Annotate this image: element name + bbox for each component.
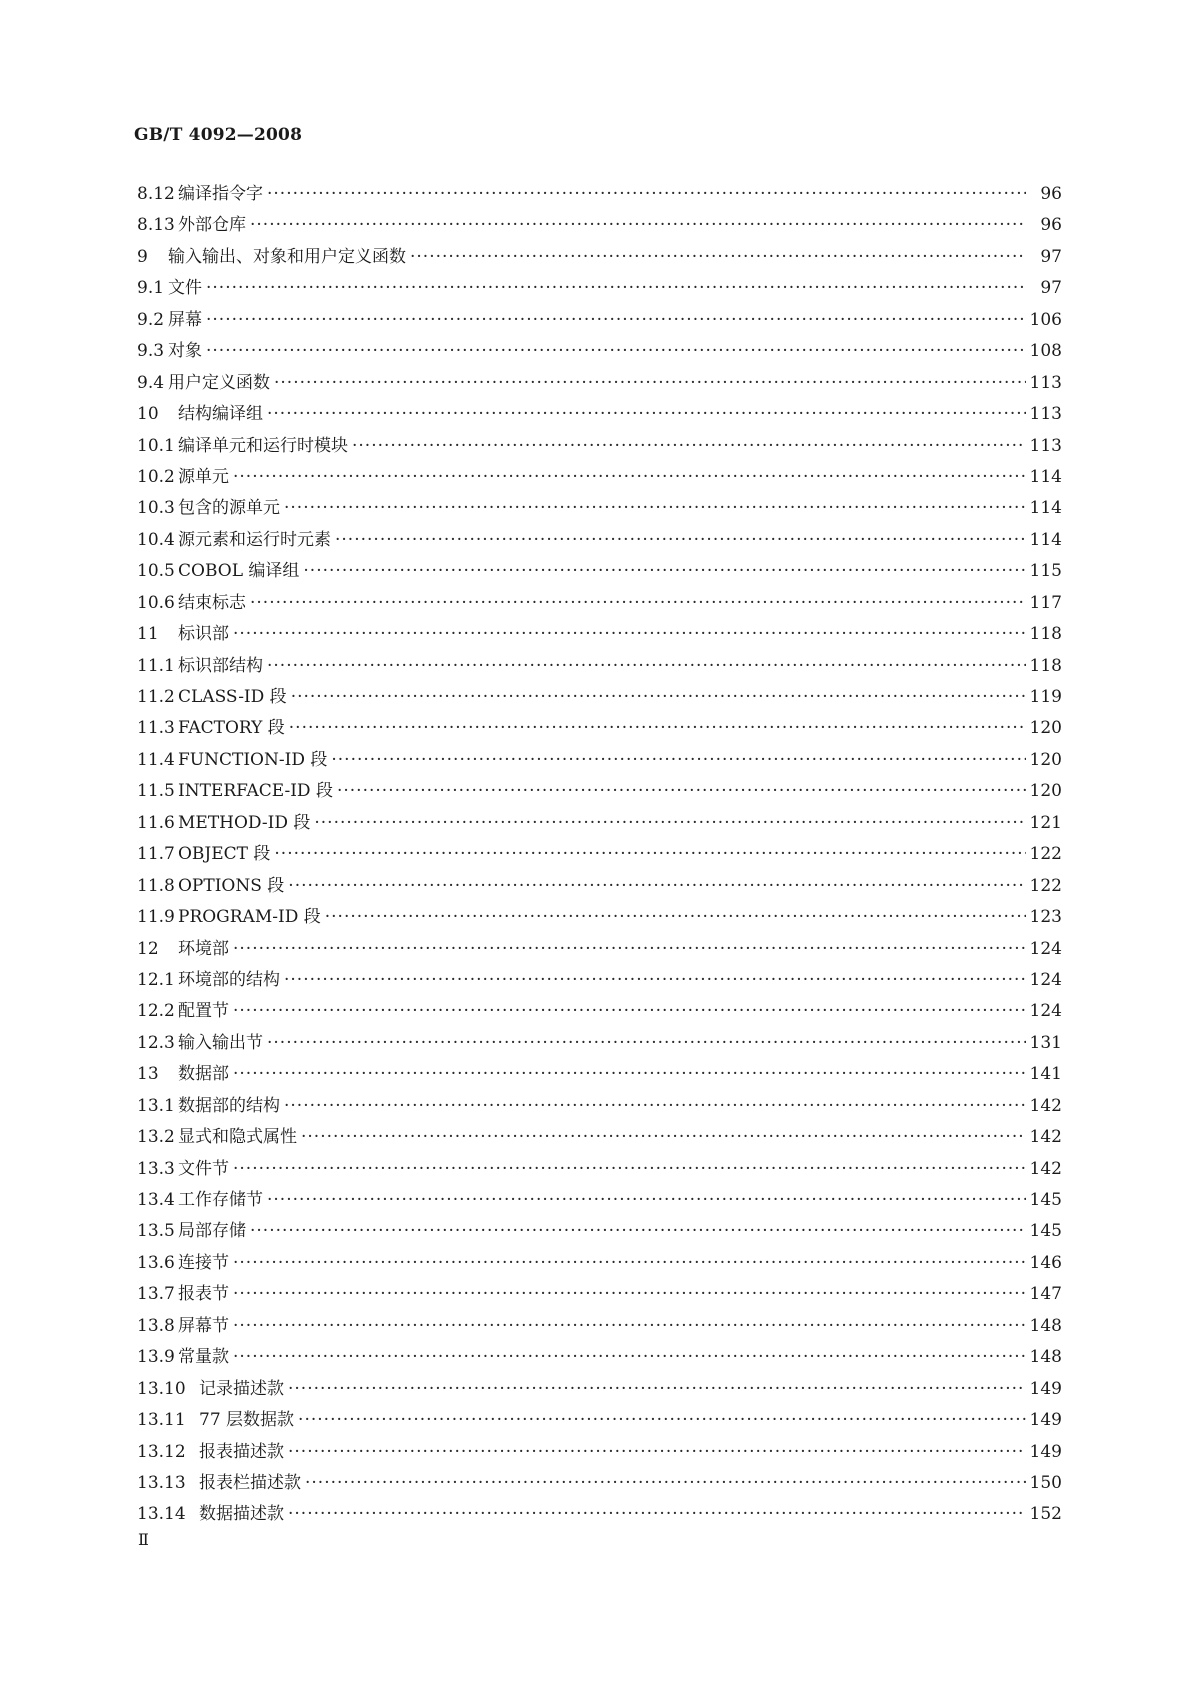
- toc-entry-page: 113: [1029, 372, 1062, 393]
- toc-entry[interactable]: [137, 965, 1062, 996]
- toc-entry-number: 12.3: [137, 1032, 175, 1053]
- toc-dot-leader: [267, 399, 1026, 430]
- toc-entry[interactable]: [137, 808, 1062, 839]
- toc-entry[interactable]: [137, 1342, 1062, 1373]
- standard-code-header: GB/T 4092—2008: [134, 125, 303, 145]
- toc-entry[interactable]: [137, 1185, 1062, 1216]
- toc-entry-title: 屏幕: [168, 309, 202, 330]
- toc-entry-title: 数据部: [178, 1064, 229, 1085]
- toc-entry-page: 149: [1029, 1441, 1062, 1462]
- toc-entry-number: 8.12: [137, 184, 175, 204]
- toc-entry-number: 13.11: [137, 1410, 186, 1431]
- toc-dot-leader: [331, 745, 1025, 776]
- toc-entry-title: 77 层数据款: [199, 1410, 295, 1431]
- toc-entry-page: 106: [1029, 309, 1062, 330]
- toc-entry-title: COBOL 编译组: [178, 561, 300, 582]
- toc-entry-page: 141: [1029, 1064, 1062, 1085]
- toc-dot-leader: [206, 336, 1026, 367]
- toc-entry-page: 124: [1029, 1001, 1062, 1022]
- toc-entry-number: 13.13: [137, 1472, 186, 1493]
- toc-entry-page: 148: [1029, 1315, 1062, 1336]
- toc-entry-page: 120: [1029, 781, 1062, 802]
- toc-entry[interactable]: [137, 493, 1062, 524]
- toc-entry-page: 152: [1029, 1504, 1062, 1525]
- toc-entry-title: 用户定义函数: [168, 372, 270, 393]
- toc-entry[interactable]: [137, 619, 1062, 650]
- toc-entry-title: 屏幕节: [178, 1315, 229, 1336]
- toc-entry-number: 11: [137, 624, 159, 645]
- toc-entry[interactable]: [137, 1091, 1062, 1122]
- toc-entry[interactable]: [137, 242, 1062, 273]
- toc-entry-title: 标识部结构: [178, 655, 263, 676]
- toc-entry-title: 输入输出节: [178, 1032, 263, 1053]
- toc-entry-page: 96: [1040, 215, 1062, 236]
- toc-entry-title: 配置节: [178, 1001, 229, 1022]
- toc-entry-number: 10.2: [137, 466, 175, 487]
- toc-entry-number: 13.4: [137, 1190, 175, 1210]
- toc-entry-number: 9: [137, 246, 148, 267]
- toc-dot-leader: [206, 305, 1026, 336]
- toc-entry-title: 报表栏描述款: [199, 1472, 301, 1493]
- toc-entry-title: 源单元: [178, 466, 229, 487]
- toc-entry-title: FACTORY 段: [178, 718, 285, 739]
- toc-entry[interactable]: [137, 1374, 1062, 1405]
- toc-entry-number: 13.10: [137, 1378, 186, 1399]
- toc-entry[interactable]: [137, 1468, 1062, 1499]
- toc-entry-title: CLASS-ID 段: [178, 687, 287, 707]
- toc-entry-title: 编译单元和运行时模块: [178, 435, 348, 456]
- toc-entry[interactable]: [137, 305, 1062, 336]
- toc-dot-leader: [288, 1374, 1026, 1405]
- toc-entry-number: 11.6: [137, 812, 175, 833]
- toc-entry-title: 连接节: [178, 1252, 229, 1273]
- toc-entry-number: 10.3: [137, 498, 175, 519]
- toc-entry-number: 13: [137, 1064, 159, 1085]
- toc-entry[interactable]: [137, 1028, 1062, 1059]
- toc-entry-page: 146: [1029, 1252, 1062, 1273]
- toc-entry-page: 97: [1040, 246, 1062, 267]
- toc-entry-title: 包含的源单元: [178, 498, 280, 519]
- toc-dot-leader: [284, 493, 1026, 524]
- toc-entry-number: 11.2: [137, 687, 175, 707]
- table-of-contents: [137, 179, 1062, 1531]
- toc-dot-leader: [233, 1279, 1026, 1310]
- toc-entry-page: 122: [1029, 875, 1062, 896]
- toc-entry-number: 13.5: [137, 1221, 175, 1242]
- toc-entry[interactable]: [137, 776, 1062, 807]
- toc-entry-page: 96: [1040, 184, 1062, 204]
- toc-dot-leader: [267, 651, 1026, 682]
- toc-entry-title: 环境部的结构: [178, 969, 280, 990]
- toc-entry-title: 标识部: [178, 624, 229, 645]
- toc-entry-title: 环境部: [178, 938, 229, 959]
- toc-entry[interactable]: [137, 1059, 1062, 1090]
- toc-entry[interactable]: [137, 1405, 1062, 1436]
- toc-entry[interactable]: [137, 179, 1062, 210]
- toc-dot-leader: [233, 1248, 1026, 1279]
- toc-entry-page: 124: [1029, 938, 1062, 959]
- toc-dot-leader: [298, 1405, 1026, 1436]
- toc-entry-title: 结构编译组: [178, 404, 263, 425]
- toc-dot-leader: [250, 588, 1026, 619]
- toc-entry-number: 10: [137, 404, 159, 425]
- toc-entry-number: 11.3: [137, 718, 175, 739]
- toc-entry-page: 145: [1029, 1190, 1062, 1210]
- toc-dot-leader: [301, 1122, 1026, 1153]
- toc-entry[interactable]: [137, 1216, 1062, 1247]
- toc-entry-title: 源元素和运行时元素: [178, 529, 331, 550]
- toc-entry-page: 148: [1029, 1347, 1062, 1368]
- toc-entry-title: METHOD-ID 段: [178, 812, 311, 833]
- toc-dot-leader: [288, 871, 1025, 902]
- toc-entry[interactable]: [137, 368, 1062, 399]
- toc-entry-number: 13.6: [137, 1252, 175, 1273]
- toc-entry[interactable]: [137, 210, 1062, 241]
- toc-entry-number: 11.9: [137, 907, 175, 928]
- toc-entry-number: 13.2: [137, 1127, 175, 1148]
- toc-dot-leader: [267, 1028, 1026, 1059]
- toc-entry-page: 115: [1029, 561, 1062, 582]
- toc-dot-leader: [274, 368, 1026, 399]
- toc-entry-number: 13.12: [137, 1441, 186, 1462]
- toc-entry-title: 编译指令字: [178, 184, 263, 204]
- toc-entry[interactable]: [137, 462, 1062, 493]
- toc-dot-leader: [410, 242, 1026, 273]
- toc-entry-title: 文件: [168, 278, 202, 299]
- toc-entry-title: 外部仓库: [178, 215, 246, 236]
- toc-entry-number: 13.8: [137, 1315, 175, 1336]
- toc-entry-number: 12: [137, 938, 159, 959]
- toc-entry[interactable]: [137, 871, 1062, 902]
- toc-entry[interactable]: [137, 336, 1062, 367]
- toc-entry-number: 13.14: [137, 1504, 186, 1525]
- toc-dot-leader: [206, 273, 1026, 304]
- toc-dot-leader: [267, 179, 1026, 210]
- toc-dot-leader: [233, 1154, 1026, 1185]
- toc-entry[interactable]: [137, 1437, 1062, 1468]
- toc-entry-title: 对象: [168, 341, 202, 362]
- toc-entry[interactable]: [137, 1279, 1062, 1310]
- toc-entry-page: 114: [1029, 529, 1062, 550]
- toc-entry-number: 9.1: [137, 278, 165, 299]
- toc-entry-title: FUNCTION-ID 段: [178, 749, 328, 770]
- toc-dot-leader: [250, 1216, 1026, 1247]
- toc-entry-number: 9.2: [137, 309, 165, 330]
- toc-entry[interactable]: [137, 556, 1062, 587]
- toc-entry[interactable]: [137, 1499, 1062, 1530]
- toc-dot-leader: [233, 619, 1026, 650]
- toc-entry-page: 114: [1029, 498, 1062, 519]
- toc-entry-number: 10.1: [137, 435, 175, 456]
- toc-entry-page: 122: [1029, 844, 1062, 865]
- toc-entry[interactable]: [137, 588, 1062, 619]
- toc-entry-page: 123: [1029, 907, 1062, 928]
- toc-entry[interactable]: [137, 399, 1062, 430]
- toc-entry-page: 108: [1029, 341, 1062, 362]
- toc-entry-number: 12.1: [137, 969, 175, 990]
- toc-entry-page: 114: [1029, 466, 1062, 487]
- toc-entry-title: 结束标志: [178, 592, 246, 613]
- toc-entry[interactable]: [137, 273, 1062, 304]
- toc-entry-page: 149: [1029, 1378, 1062, 1399]
- toc-entry-page: 150: [1029, 1472, 1062, 1493]
- toc-entry-number: 11.8: [137, 875, 175, 896]
- toc-entry-number: 9.4: [137, 372, 165, 393]
- toc-entry-page: 119: [1029, 687, 1062, 707]
- toc-entry[interactable]: [137, 682, 1062, 713]
- toc-entry-number: 11.4: [137, 749, 175, 770]
- toc-entry-page: 113: [1029, 404, 1062, 425]
- toc-entry-page: 120: [1029, 749, 1062, 770]
- toc-entry-number: 9.3: [137, 341, 165, 362]
- toc-entry-title: 报表描述款: [199, 1441, 284, 1462]
- toc-entry[interactable]: [137, 1248, 1062, 1279]
- toc-entry-page: 121: [1029, 812, 1062, 833]
- toc-entry[interactable]: [137, 996, 1062, 1027]
- toc-entry-page: 147: [1029, 1284, 1062, 1305]
- toc-entry-page: 124: [1029, 969, 1062, 990]
- toc-dot-leader: [233, 1342, 1026, 1373]
- toc-entry-title: 输入输出、对象和用户定义函数: [168, 246, 406, 267]
- toc-entry-title: 常量款: [178, 1347, 229, 1368]
- toc-entry-page: 145: [1029, 1221, 1062, 1242]
- toc-entry[interactable]: [137, 651, 1062, 682]
- toc-entry-number: 8.13: [137, 215, 175, 236]
- toc-entry-page: 117: [1029, 592, 1062, 613]
- toc-entry-number: 13.9: [137, 1347, 175, 1368]
- toc-dot-leader: [288, 1437, 1026, 1468]
- toc-dot-leader: [284, 1091, 1026, 1122]
- toc-dot-leader: [233, 934, 1026, 965]
- toc-entry-page: 120: [1029, 718, 1062, 739]
- toc-entry-page: 113: [1029, 435, 1062, 456]
- toc-entry-page: 142: [1029, 1127, 1062, 1148]
- toc-entry[interactable]: [137, 1122, 1062, 1153]
- toc-entry-page: 97: [1040, 278, 1062, 299]
- toc-dot-leader: [288, 1499, 1026, 1530]
- toc-dot-leader: [233, 1311, 1026, 1342]
- toc-entry-number: 10.4: [137, 529, 175, 550]
- toc-entry-page: 118: [1029, 624, 1062, 645]
- toc-entry[interactable]: [137, 431, 1062, 462]
- toc-entry-number: 13.7: [137, 1284, 175, 1305]
- toc-dot-leader: [325, 902, 1026, 933]
- toc-dot-leader: [284, 965, 1026, 996]
- toc-entry[interactable]: [137, 839, 1062, 870]
- toc-entry[interactable]: [137, 745, 1062, 776]
- toc-dot-leader: [352, 431, 1026, 462]
- toc-entry-title: 数据部的结构: [178, 1095, 280, 1116]
- toc-dot-leader: [291, 682, 1026, 713]
- toc-entry[interactable]: [137, 525, 1062, 556]
- toc-entry-title: 记录描述款: [199, 1378, 284, 1399]
- toc-entry-title: INTERFACE-ID 段: [178, 781, 333, 802]
- toc-dot-leader: [233, 462, 1026, 493]
- toc-dot-leader: [250, 210, 1026, 241]
- toc-dot-leader: [337, 776, 1026, 807]
- toc-entry-page: 142: [1029, 1095, 1062, 1116]
- toc-entry[interactable]: [137, 902, 1062, 933]
- toc-entry-number: 11.7: [137, 844, 175, 865]
- toc-entry-number: 11.1: [137, 655, 175, 676]
- toc-entry-page: 149: [1029, 1410, 1062, 1431]
- toc-entry-title: 工作存储节: [178, 1190, 263, 1210]
- page-number: Ⅱ: [138, 1530, 149, 1549]
- toc-entry-number: 11.5: [137, 781, 175, 802]
- toc-entry-title: OBJECT 段: [178, 844, 271, 865]
- toc-entry-number: 10.6: [137, 592, 175, 613]
- toc-entry-number: 12.2: [137, 1001, 175, 1022]
- toc-entry[interactable]: [137, 1154, 1062, 1185]
- toc-dot-leader: [274, 839, 1025, 870]
- toc-dot-leader: [233, 996, 1026, 1027]
- toc-entry-title: 显式和隐式属性: [178, 1127, 297, 1148]
- toc-dot-leader: [303, 556, 1025, 587]
- toc-entry-title: 数据描述款: [199, 1504, 284, 1525]
- toc-dot-leader: [267, 1185, 1026, 1216]
- toc-dot-leader: [335, 525, 1026, 556]
- toc-dot-leader: [305, 1468, 1026, 1499]
- toc-entry[interactable]: [137, 713, 1062, 744]
- toc-dot-leader: [289, 713, 1026, 744]
- toc-entry-number: 13.3: [137, 1158, 175, 1179]
- toc-entry[interactable]: [137, 934, 1062, 965]
- toc-entry-number: 13.1: [137, 1095, 175, 1116]
- toc-entry-title: 局部存储: [178, 1221, 246, 1242]
- toc-entry-title: PROGRAM-ID 段: [178, 907, 321, 928]
- toc-entry-title: 报表节: [178, 1284, 229, 1305]
- toc-dot-leader: [314, 808, 1025, 839]
- toc-entry-page: 142: [1029, 1158, 1062, 1179]
- toc-entry-number: 10.5: [137, 561, 175, 582]
- toc-entry-page: 118: [1029, 655, 1062, 676]
- toc-dot-leader: [233, 1059, 1026, 1090]
- toc-entry-title: OPTIONS 段: [178, 875, 285, 896]
- toc-entry-title: 文件节: [178, 1158, 229, 1179]
- toc-entry-page: 131: [1029, 1032, 1062, 1053]
- toc-entry[interactable]: [137, 1311, 1062, 1342]
